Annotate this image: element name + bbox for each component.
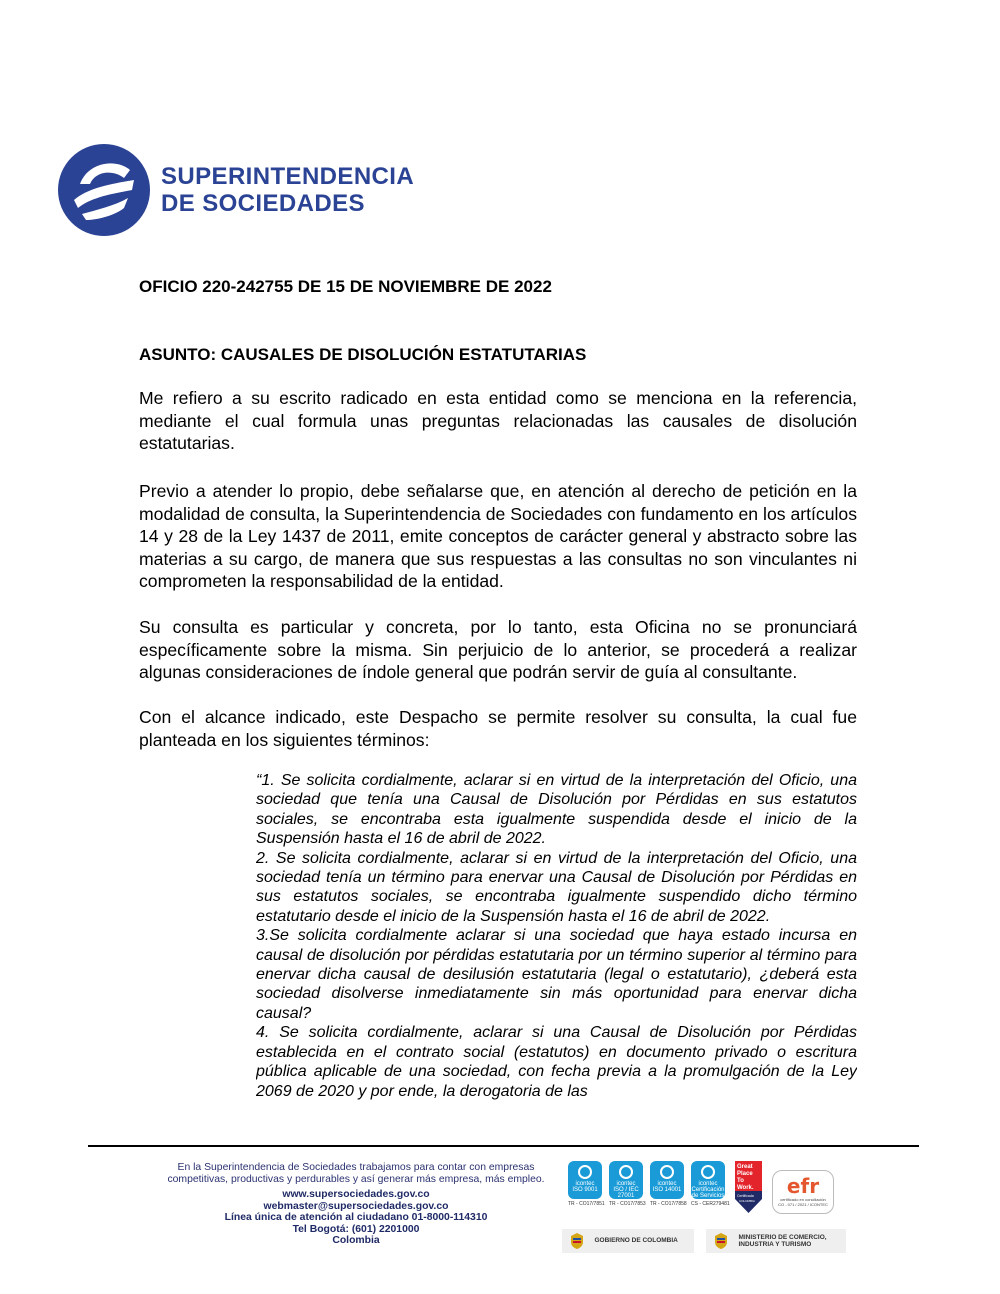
paragraph-4: Con el alcance indicado, este Despacho se permite resolver su consulta, la cual fue planteada en los siguientes términos: bbox=[139, 707, 857, 750]
icontec-icon bbox=[660, 1165, 674, 1179]
ministerio-comercio-logo bbox=[706, 1229, 846, 1253]
gobierno-de-colombia-logo bbox=[562, 1229, 694, 1253]
gptw-line-4: Work. bbox=[737, 1185, 754, 1191]
icontec-badge-services bbox=[691, 1161, 730, 1207]
question-1: “1. Se solicita cordialmente, aclarar si en virtud de la interpretación del Oficio, una sociedad que tenía una Causal de Disolución por Pérdidas en sus estatutos sociales, se encontraba esta igualmente suspendida desde el inicio de la Suspensión hasta el 16 de abril de 2022. bbox=[256, 772, 857, 848]
logo-line-1: SUPERINTENDENCIA bbox=[161, 163, 415, 190]
certification-badges bbox=[566, 1161, 866, 1221]
icontec-icon bbox=[701, 1165, 715, 1179]
efr-code: CO - 071 / 2021 / ICONTEC bbox=[778, 1202, 828, 1207]
efr-mark: efr bbox=[786, 1174, 820, 1198]
icontec-badge-iso9001 bbox=[568, 1161, 605, 1207]
company-logo bbox=[58, 144, 458, 240]
document-title: OFICIO 220-242755 DE 15 DE NOVIEMBRE DE 2022 bbox=[139, 277, 552, 296]
colombia-coat-of-arms-icon bbox=[712, 1232, 730, 1250]
paragraph-2: Previo a atender lo propio, debe señalarse que, en atención al derecho de petición en la modalidad de consulta, la Superintendencia de Sociedades con fundamento en los artículos 14 y 28 de la Ley 1437 de 2011, emite conceptos de carácter general y abstracto sobre las materias a su cargo, de manera que sus respuestas a las consultas no son vinculantes ni comprometen la responsabilidad de la entidad. bbox=[139, 481, 857, 591]
gptw-line-6: COLOMBIA bbox=[739, 1199, 755, 1203]
cert-standard: ISO 14001 bbox=[652, 1187, 682, 1193]
supersociedades-logo-icon bbox=[58, 144, 150, 236]
cert-code: TR - CO17/7851 bbox=[568, 1201, 605, 1207]
gptw-line-5: Certificada bbox=[737, 1194, 754, 1198]
footer-divider bbox=[88, 1145, 919, 1147]
footer-phone: Tel Bogotá: (601) 2201000 bbox=[292, 1223, 420, 1235]
cert-brand: icontec bbox=[657, 1181, 677, 1187]
icontec-badge-iso14001 bbox=[650, 1161, 687, 1207]
logo-line-2: DE SOCIEDADES bbox=[161, 190, 365, 217]
question-3: 3.Se solicita cordialmente aclarar si una sociedad que haya estado incursa en causal de disolución por pérdidas estatutaria por un término superior al término para enervar dicha causal de desilusión estatutaria (legal o estatutario), ¿deberá esta sociedad disolverse inmediatamente sin más oportunidad para enervar dicha causal? bbox=[256, 927, 857, 1022]
icontec-icon bbox=[578, 1165, 592, 1179]
cert-standard: ISO / IEC 27001 bbox=[613, 1187, 639, 1199]
footer-email: webmaster@supersociedades.gov.co bbox=[263, 1200, 449, 1212]
cert-standard: ISO 9001 bbox=[572, 1187, 598, 1193]
gptw-line-3: To bbox=[737, 1178, 744, 1184]
footer-slogan-1: En la Superintendencia de Sociedades trabajamos para contar con empresas bbox=[177, 1162, 535, 1173]
logo-wordmark bbox=[161, 163, 414, 217]
ministry-line-1: MINISTERIO DE COMERCIO, bbox=[738, 1233, 827, 1241]
cert-code: TR - CO17/7858 bbox=[650, 1201, 687, 1207]
footer-country: Colombia bbox=[332, 1235, 380, 1246]
gov-label: GOBIERNO DE COLOMBIA bbox=[594, 1237, 678, 1245]
footer-website: www.supersociedades.gov.co bbox=[282, 1189, 430, 1200]
cert-brand: icontec bbox=[575, 1181, 595, 1187]
gptw-line-2: Place bbox=[737, 1171, 753, 1177]
question-2: 2. Se solicita cordialmente, aclarar si en virtud de la interpretación del Oficio, una sociedad tenía un término para enervar una Causal de Disolución por Pérdidas en sus estatutos sociales, se encontraba igualmente suspendido dicho término estatutario desde el inicio de la Suspensión hasta el 16 de abril de 2022. bbox=[256, 849, 857, 925]
paragraph-3: Su consulta es particular y concreta, por lo tanto, esta Oficina no se pronunciará específicamente sobre la misma. Sin perjuicio de lo anterior, se procederá a realizar algunas consideraciones de índole general que podrán servir de guía al consultante. bbox=[139, 617, 857, 682]
efr-sub: certificado en conciliación bbox=[780, 1197, 826, 1202]
cert-brand: icontec bbox=[698, 1181, 718, 1187]
footer-slogan-2: competitivas, productivas y perdurables y así generar más empresa, más empleo. bbox=[167, 1173, 545, 1185]
icontec-badge-iso27001 bbox=[609, 1161, 646, 1207]
gptw-line-1: Great bbox=[737, 1164, 753, 1170]
paragraph-1: Me refiero a su escrito radicado en esta entidad como se menciona en la referencia, mediante el cual formula unas preguntas relacionadas las causales de disolución estatutarias. bbox=[139, 388, 857, 453]
footer-contact bbox=[160, 1162, 552, 1247]
ministry-label bbox=[738, 1234, 826, 1249]
cert-code: CS - CER279481 bbox=[691, 1201, 730, 1207]
efr-badge bbox=[772, 1170, 834, 1214]
great-place-to-work-badge-icon bbox=[735, 1161, 762, 1213]
cert-standard: Certificación de Servicios bbox=[691, 1187, 725, 1199]
colombia-coat-of-arms-icon bbox=[568, 1232, 586, 1250]
cert-code: TR - CO17/7853 bbox=[609, 1201, 646, 1207]
footer-hotline: Línea única de atención al ciudadano 01-8000-114310 bbox=[224, 1212, 488, 1223]
quoted-questions bbox=[256, 771, 857, 1143]
ministry-line-2: INDUSTRIA Y TURISMO bbox=[738, 1241, 812, 1248]
document-subject: ASUNTO: CAUSALES DE DISOLUCIÓN ESTATUTARIAS bbox=[139, 345, 587, 364]
cert-brand: icontec bbox=[616, 1181, 636, 1187]
icontec-icon bbox=[619, 1165, 633, 1179]
question-4: 4. Se solicita cordialmente, aclarar si una Causal de Disolución por Pérdidas establecida en el contrato social (estatutos) en documento privado o escritura pública aplicable de una sociedad, con fecha previa a la promulgación de la Ley 2069 de 2020 y por ende, la derogatoria de las bbox=[256, 1024, 857, 1100]
